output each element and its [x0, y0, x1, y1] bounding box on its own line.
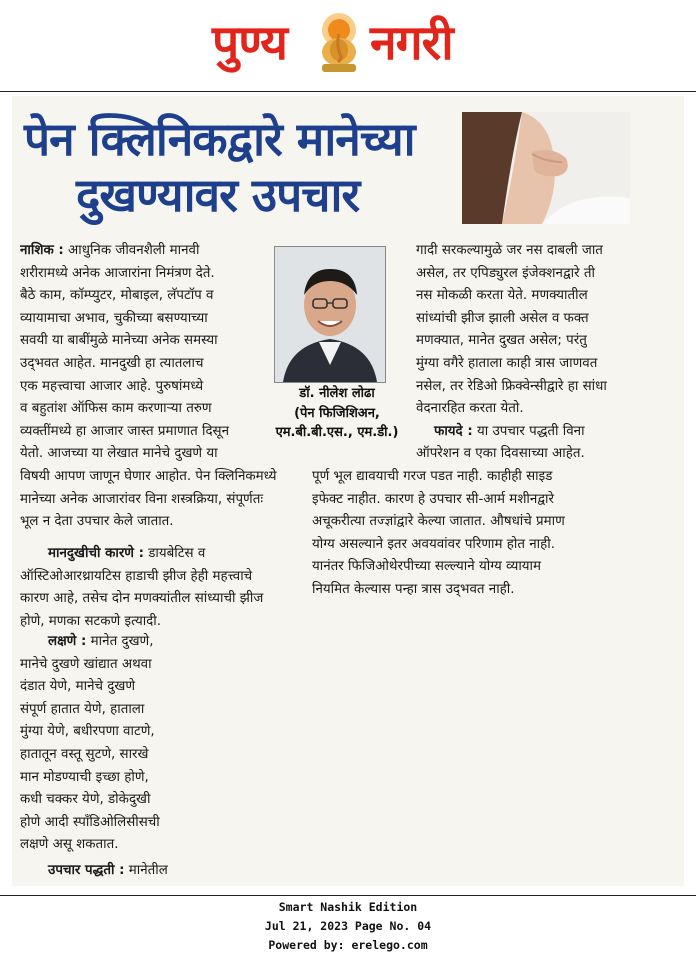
symptoms-line: मान मोडण्याची इच्छा होणे, — [20, 769, 149, 785]
headline-line-2: दुखण्यावर उपचार — [76, 168, 360, 222]
doctor-name: डॉ. नीलेश लोढा — [299, 386, 375, 401]
column3-line: असेल, तर एपिड्युरल इंजेक्शनद्वारे ती — [416, 265, 595, 281]
doctor-portrait-icon — [275, 247, 385, 382]
symptoms-line: लक्षणे असू शकतात. — [20, 837, 119, 853]
intro-line: सवयी या बाबींमुळे मानेच्या अनेक समस्या — [20, 333, 218, 349]
causes-line: ऑस्टिओआरथ्रायटिस हाडाची झीज हेही महत्त्वाचे — [20, 568, 253, 584]
intro-line: बैठे काम, कॉम्प्युटर, मोबाइल, लॅपटॉप व — [20, 288, 214, 304]
symptoms-line: संपूर्ण हातात येणे, हाताला — [20, 701, 145, 717]
treatment-section — [20, 860, 200, 883]
benefits-line: ऑपरेशन व एका दिवसाच्या आहेत. — [416, 446, 585, 462]
symptoms-line: दंडात येणे, मानेचे दुखणे — [20, 679, 136, 695]
footer-powered-by: Powered by: erelego.com — [268, 938, 428, 952]
column3-line: गादी सरकल्यामुळे जर नस दाबली जात — [416, 243, 603, 258]
dateline-nashik: नाशिक : — [20, 243, 64, 258]
benefits-line: नियमित केल्यास पन्हा त्रास उद्‌भवत नाही. — [312, 581, 515, 597]
symptoms-line: हातातून वस्तू सुटणे, सारखे — [20, 746, 149, 762]
masthead-title-right: नगरी — [370, 15, 453, 71]
intro-line: भूल न देता उपचार केले जातात. — [20, 514, 174, 530]
intro-line: विषयी आपण जाणून घेणार आहोत. पेन क्लिनिकमध्ये — [20, 469, 277, 484]
headline-line-1: पेन क्लिनिकद्वारे मानेच्या — [24, 112, 415, 166]
doctor-designation: (पेन फिजिशिअन, — [294, 405, 380, 421]
causes-section — [20, 543, 330, 633]
intro-line: व्यक्तींमध्ये हा आजार जास्त प्रमाणात दिसून — [20, 423, 230, 439]
treatment-heading: उपचार पद्धती : — [48, 863, 125, 878]
benefits-line: या उपचार पद्धती विना — [476, 423, 585, 439]
column3-paragraph — [416, 240, 674, 466]
benefits-paragraph — [312, 466, 662, 602]
benefits-line: अचूकरीत्या तज्ज्ञांद्वारे केल्या जातात. औषधांचे प्रमाण — [312, 514, 565, 530]
symptoms-line: कधी चक्कर येणे, डोकेदुखी — [20, 792, 151, 808]
symptoms-line: होणे आदी स्पाँडिओलिसीसची — [20, 814, 160, 830]
page-footer — [0, 898, 696, 955]
doctor-degrees: एम.बी.बी.एस., एम.डी.) — [275, 425, 399, 440]
column3-line: मुंग्या वगैरे हाताला काही त्रास जाणवत — [416, 355, 598, 371]
column3-line: मणक्यात, मानेत दुखत असेल; परंतु — [416, 333, 587, 349]
intro-line: व बहुतांश ऑफिस काम करणाऱ्या तरुण — [20, 401, 212, 417]
intro-line: व्यायामाचा अभाव, चुकीच्या बसण्याच्या — [20, 310, 208, 326]
causes-line: कारण आहे, तसेच दोन मणक्यांतील सांध्याची झीज — [20, 591, 264, 607]
column3-line: सांध्यांची झीज झाली असेल व फक्त — [416, 310, 589, 326]
intro-line: येतो. आजच्या या लेखात मानेचे दुखणे या — [20, 446, 218, 462]
footer-rule — [0, 895, 696, 896]
column3-line: वेदनारहित करता येतो. — [416, 401, 524, 417]
benefits-line: इफेक्ट नाहीत. कारण हे उपचार सी-आर्म मशीनद्वारे — [312, 491, 554, 507]
causes-line: होणे, मणका सटकणे इत्यादी. — [20, 613, 162, 629]
intro-line: शरीरामध्ये अनेक आजारांना निमंत्रण देते. — [20, 265, 215, 281]
symptoms-heading: लक्षणे : — [48, 634, 87, 649]
intro-line: उद्‌भवत आहेत. मानदुखी हा त्यातलाच — [20, 355, 204, 371]
symptoms-line: मानेचे दुखणे खांद्यात अथवा — [20, 656, 152, 672]
benefits-line: यानंतर फिजिओथेरपीच्या सल्ल्याने योग्य व्यायाम — [312, 559, 542, 575]
masthead-title-left: पुण्य — [212, 15, 287, 71]
intro-line: आधुनिक जीवनशैली मानवी — [68, 243, 200, 258]
intro-line: मानेच्या अनेक आजारांवर विना शस्त्रक्रिया, संपूर्णतः — [20, 491, 264, 507]
treatment-first: मानेतील — [128, 863, 168, 878]
benefits-line: पूर्ण भूल द्यावयाची गरज पडत नाही. काहीही साइड — [312, 469, 553, 484]
masthead — [0, 0, 696, 90]
benefits-heading: फायदे : — [434, 423, 473, 439]
doctor-portrait — [274, 246, 386, 383]
intro-paragraph-cont — [20, 466, 360, 534]
column3-line: नसेल, तर रेडिओ फ्रिक्वेन्सीद्वारे हा सांधा — [416, 378, 607, 394]
symptoms-section — [20, 631, 200, 857]
ganesha-logo-icon — [312, 10, 366, 76]
masthead-rule — [0, 91, 696, 92]
neck-pain-photo — [462, 112, 630, 224]
footer-date-page: Jul 21, 2023 Page No. 04 — [264, 919, 432, 933]
causes-line: डायबेटिस व — [148, 546, 206, 561]
causes-heading: मानदुखीची कारणे : — [48, 546, 144, 561]
benefits-line: योग्य असल्याने इतर अवयवांवर परिणाम होत नाही. — [312, 536, 555, 552]
column3-line: नस मोकळी करता येते. मणक्यातील — [416, 288, 588, 304]
symptoms-line: मुंग्या येणे, बधीरपणा वाटणे, — [20, 724, 155, 740]
footer-edition: Smart Nashik Edition — [278, 900, 418, 914]
intro-line: एक महत्त्वाचा आजार आहे. पुरुषांमध्ये — [20, 378, 204, 394]
doctor-caption — [270, 384, 404, 443]
symptoms-line: मानेत दुखणे, — [90, 634, 154, 649]
